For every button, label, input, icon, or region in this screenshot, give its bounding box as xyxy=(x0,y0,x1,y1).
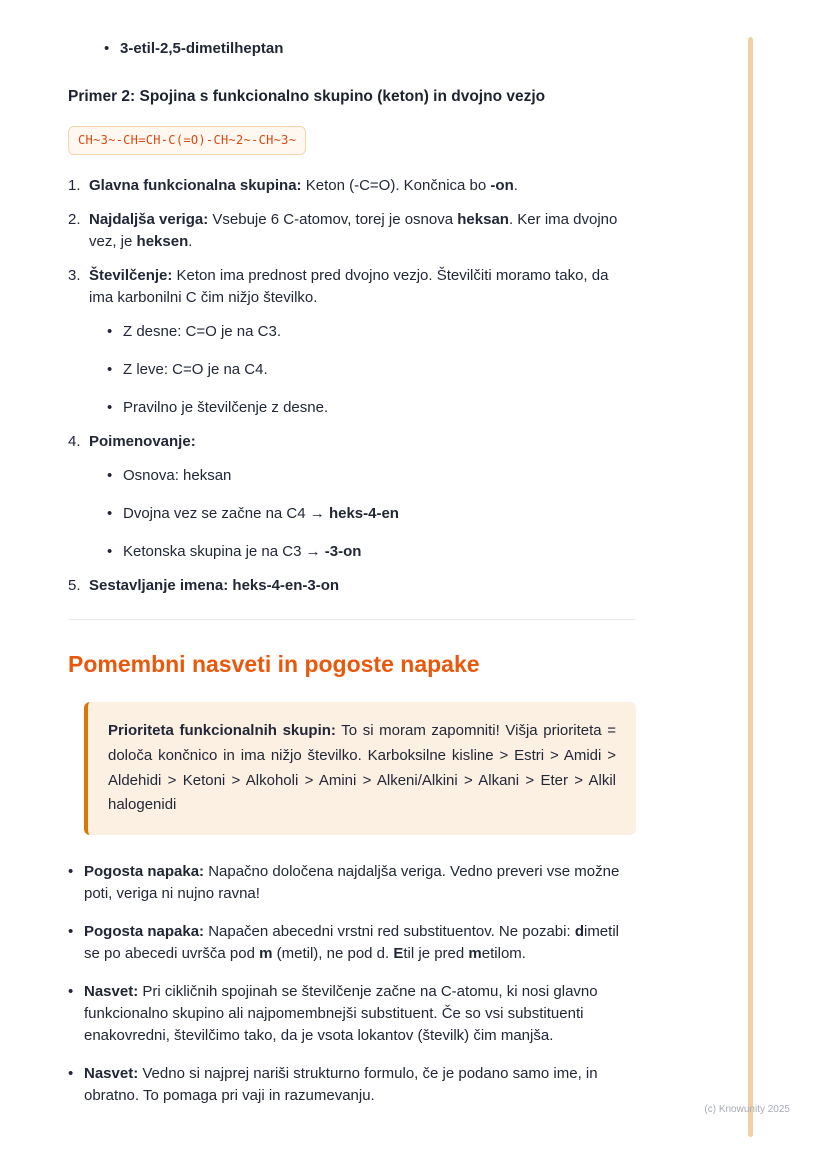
callout-text: Prioriteta funkcionalnih skupin: To si moram zapomniti! Višja prioriteta = določa končnico in ima nižjo številko. Karboksilne kisline > Estri > Amidi > Aldehidi > Ketoni > Alkoholi > Amini > Alkeni/Alkini > Alkani > Eter > Alkil halogenidi xyxy=(108,722,616,814)
right-accent-rule xyxy=(748,37,753,1137)
numbered-step xyxy=(68,265,636,419)
numbered-steps xyxy=(68,175,636,597)
list-item xyxy=(107,465,636,487)
list-item-text: Pogosta napaka: Napačen abecedni vrstni red substituentov. Ne pozabi: dimetil se po abecedi uvršča pod m (metil), ne pod d. Etil je pred metilom. xyxy=(84,923,619,962)
step-number: 4. xyxy=(68,433,81,450)
bullet-icon: • xyxy=(104,40,110,57)
step-text: Sestavljanje imena: heks-4-en-3-on xyxy=(89,577,340,594)
sub-bullet-list xyxy=(107,321,636,419)
bullet-icon: • xyxy=(68,863,74,880)
list-item-text: Pravilno je številčenje z desne. xyxy=(123,399,329,416)
bullet-icon: • xyxy=(107,467,113,484)
example-heading: Primer 2: Spojina s funkcionalno skupino (keton) in dvojno vezjo xyxy=(68,88,546,105)
bullet-icon: • xyxy=(107,543,113,560)
tips-list xyxy=(68,861,636,1107)
list-item-text: Dvojna vez se začne na C4 → heks-4-en xyxy=(123,505,399,522)
formula-row xyxy=(68,126,636,155)
section-divider xyxy=(68,619,636,620)
list-item xyxy=(68,861,636,905)
list-item xyxy=(107,359,636,381)
list-item xyxy=(107,397,636,419)
bullet-icon: • xyxy=(68,983,74,1000)
list-item xyxy=(104,38,636,60)
step-body xyxy=(89,575,636,597)
list-item-text: Pogosta napaka: Napačno določena najdaljša veriga. Vedno preveri vse možne poti, veriga ni nujno ravna! xyxy=(84,863,620,902)
content-column xyxy=(68,38,636,1107)
section-heading: Pomembni nasveti in pogoste napake xyxy=(68,651,480,677)
bullet-icon: • xyxy=(107,399,113,416)
list-item xyxy=(68,1063,636,1107)
bullet-icon: • xyxy=(107,505,113,522)
numbered-step xyxy=(68,575,636,597)
copyright-note: (c) Knowunity 2025 xyxy=(704,1104,790,1115)
list-item-text: Nasvet: Vedno si najprej nariši strukturno formulo, če je podano samo ime, in obratno. To pomaga pri vaji in razumevanju. xyxy=(84,1065,598,1104)
step-body xyxy=(89,175,636,197)
bullet-icon: • xyxy=(68,1065,74,1082)
step-text: Številčenje: Keton ima prednost pred dvojno vezjo. Številčiti moramo tako, da ima karbonilni C čim nižjo številko. xyxy=(89,267,609,306)
sub-bullet-list xyxy=(107,465,636,563)
list-item xyxy=(107,321,636,343)
numbered-step xyxy=(68,431,636,563)
formula-code: CH~3~-CH=CH-C(=O)-CH~2~-CH~3~ xyxy=(68,126,306,155)
list-item-text: Z desne: C=O je na C3. xyxy=(123,323,281,340)
list-item xyxy=(107,541,636,563)
carryover-list xyxy=(104,38,636,60)
bullet-icon: • xyxy=(107,361,113,378)
step-text: Najdaljša veriga: Vsebuje 6 C-atomov, torej je osnova heksan. Ker ima dvojno vez, je heksen. xyxy=(89,211,618,250)
list-item xyxy=(107,503,636,525)
numbered-step xyxy=(68,209,636,253)
step-body xyxy=(89,265,636,419)
step-text: Glavna funkcionalna skupina: Keton (-C=O). Končnica bo -on. xyxy=(89,177,518,194)
step-body xyxy=(89,431,636,563)
list-item-text: Z leve: C=O je na C4. xyxy=(123,361,268,378)
list-item-text: Osnova: heksan xyxy=(123,467,232,484)
bullet-icon: • xyxy=(107,323,113,340)
step-number: 3. xyxy=(68,267,81,284)
step-number: 2. xyxy=(68,211,81,228)
step-body xyxy=(89,209,636,253)
list-item-text: 3-etil-2,5-dimetilheptan xyxy=(120,40,284,57)
bullet-icon: • xyxy=(68,923,74,940)
list-item xyxy=(68,981,636,1047)
numbered-step xyxy=(68,175,636,197)
list-item-text: Nasvet: Pri cikličnih spojinah se številčenje začne na C-atomu, ki nosi glavno funkcionalno skupino ali najpomembnejši substituent. Če so vsi substituenti enakovredni, številčimo tako, da je vsota lokantov (številk) čim manjša. xyxy=(84,983,598,1044)
list-item xyxy=(68,921,636,965)
step-number: 5. xyxy=(68,577,81,594)
list-item-text: Ketonska skupina je na C3 → -3-on xyxy=(123,543,362,560)
step-text: Poimenovanje: xyxy=(89,433,196,450)
step-number: 1. xyxy=(68,177,81,194)
priority-callout xyxy=(84,702,636,835)
